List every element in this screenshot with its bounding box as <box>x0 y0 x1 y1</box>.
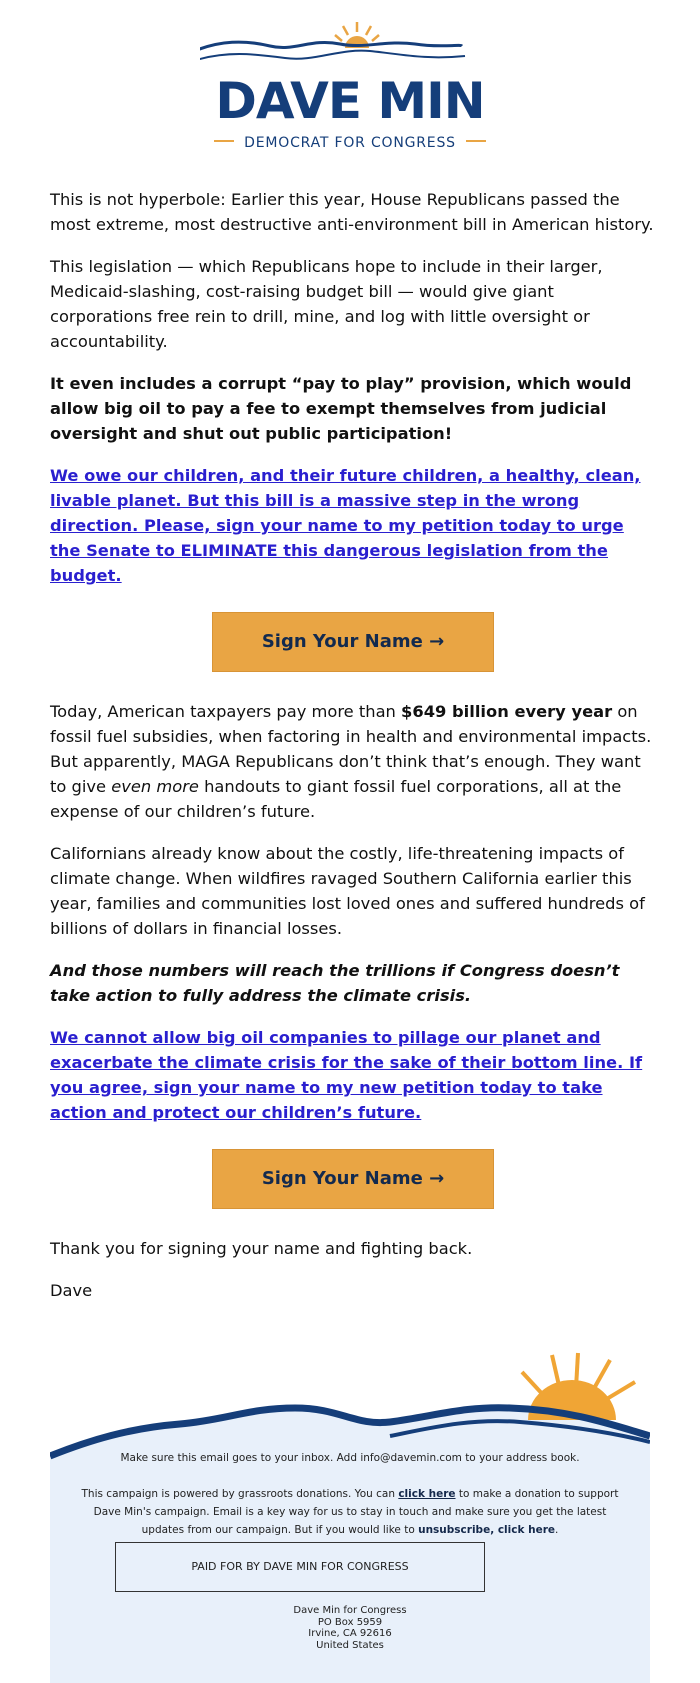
petition-link-1[interactable] <box>50 463 656 588</box>
sign-your-name-button-2[interactable]: Sign Your Name → <box>212 1149 494 1209</box>
address-line: PO Box 5959 <box>317 1616 383 1628</box>
paragraph-legislation: This legislation — which Republicans hope to include in their larger, Medicaid-slashing, cost-raising budget bill — would give giant corporations free rein to drill, mine, and log with little oversight or accountability. <box>50 257 603 351</box>
subsidies-text-2: on fossil fuel subsidies, when factoring in health and environmental impacts. But apparently, MAGA Republicans don’t think that’s enough. They want to give <box>50 702 652 796</box>
sign-your-name-button[interactable]: Sign Your Name → <box>212 612 494 672</box>
paragraph-trillions: And those numbers will reach the trillions if Congress doesn’t take action to fully address the climate crisis. <box>50 961 620 1005</box>
subsidies-amount: $649 billion every year <box>401 702 613 721</box>
donate-link[interactable]: click here <box>398 1488 456 1500</box>
address-line: Dave Min for Congress <box>293 1605 407 1616</box>
donation-text-3: . <box>555 1524 559 1536</box>
subsidies-emphasis: even more <box>111 777 199 796</box>
address-line: United States <box>316 1639 384 1651</box>
paragraph-pay-to-play: It even includes a corrupt “pay to play” provision, which would allow big oil to pay a fee to exempt themselves from judicial oversight and shut out public participation! <box>50 374 632 443</box>
paragraph-thanks: Thank you for signing your name and fighting back. <box>50 1239 473 1258</box>
footer-inbox-note: Make sure this email goes to your inbox. Add info@davemin.com to your address book. <box>120 1452 580 1464</box>
unsubscribe-link[interactable]: unsubscribe, click here <box>418 1524 556 1536</box>
button-wrap-2 <box>50 1149 656 1209</box>
button-wrap-1 <box>50 612 656 672</box>
signature: Dave <box>50 1281 93 1300</box>
footer-wave-sun-icon <box>50 1350 650 1462</box>
subsidies-text-3: handouts to giant fossil fuel corporations, all at the expense of our children’s future. <box>50 777 622 821</box>
paragraph-californians: Californians already know about the costly, life-threatening impacts of climate change. When wildfires ravaged Southern California earlier this year, families and communities lost loved ones and suffered hundreds of billions of dollars in financial losses. <box>50 844 645 938</box>
donation-text-1: This campaign is powered by grassroots donations. You can <box>81 1488 399 1500</box>
petition-link-1-text[interactable]: We owe our children, and their future children, a healthy, clean, livable planet. But this bill is a massive step in the wrong direction. Please, sign your name to my petition today to urge the Senate to ELIMINATE this dangerous legislation from the budget. <box>50 466 641 585</box>
mailing-address <box>50 1605 650 1651</box>
paragraph-intro: This is not hyperbole: Earlier this year, House Republicans passed the most extreme, most destructive anti-environment bill in American history. <box>50 190 654 234</box>
waves-icon <box>200 18 500 80</box>
paragraph-subsidies <box>50 699 656 824</box>
donation-text-2: to make a donation to support Dave Min's campaign. Email is a key way for us to stay in touch and make sure you get the latest updates from our campaign. But if you would like to <box>93 1488 619 1536</box>
petition-link-2-text[interactable]: We cannot allow big oil companies to pillage our planet and exacerbate the climate crisis for the sake of their bottom line. If you agree, sign your name to my new petition today to take action and protect our children’s future. <box>50 1028 643 1122</box>
campaign-logo <box>0 18 700 151</box>
tagline-rule-left <box>214 140 234 142</box>
subsidies-text-1: Today, American taxpayers pay more than <box>50 702 402 721</box>
logo-tagline: DEMOCRAT FOR CONGRESS <box>244 135 456 151</box>
paid-for-disclaimer: PAID FOR BY DAVE MIN FOR CONGRESS <box>115 1542 485 1592</box>
logo-tagline-row <box>0 136 700 150</box>
petition-link-2[interactable] <box>50 1025 656 1125</box>
footer-donation-note <box>75 1485 625 1539</box>
address-line: Irvine, CA 92616 <box>308 1628 392 1639</box>
email-body <box>50 187 656 1320</box>
tagline-rule-right <box>466 140 486 142</box>
logo-wordmark: DAVE MIN <box>215 72 485 130</box>
